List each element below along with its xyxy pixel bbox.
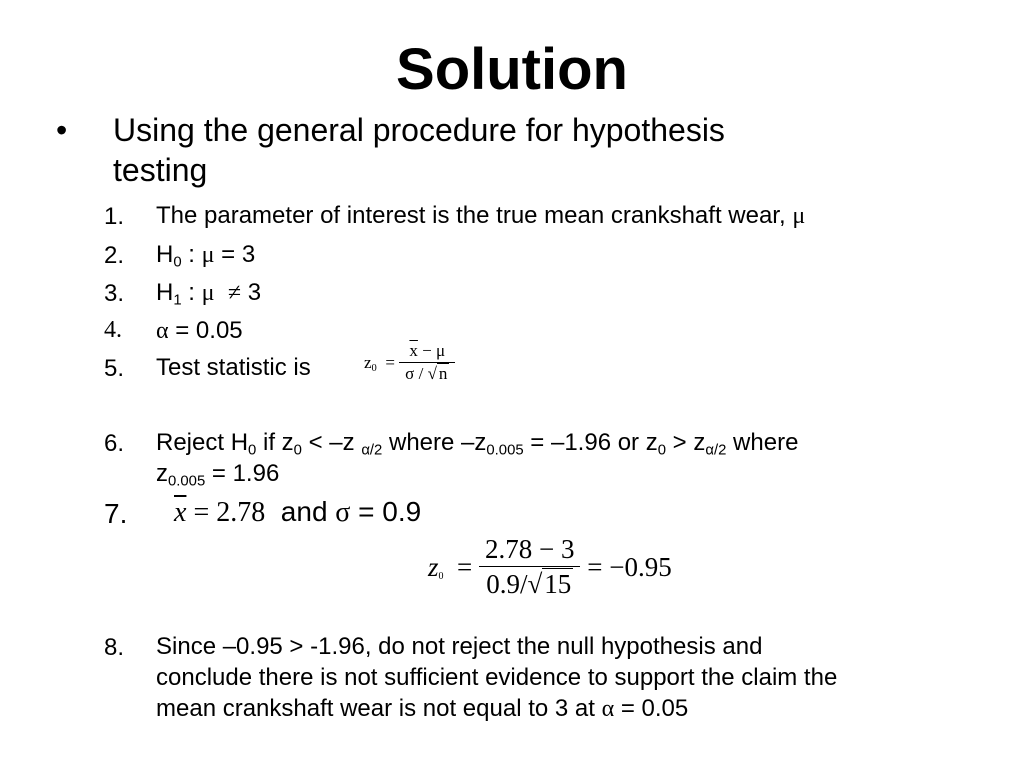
not-equal-symbol: ≠ — [227, 280, 242, 306]
alpha-symbol: α — [601, 696, 615, 722]
step-4-number: 4. — [104, 317, 122, 343]
step-5-text: Test statistic is — [156, 354, 311, 381]
step-2-text — [156, 239, 255, 271]
sigma-value: = 0.9 — [350, 496, 422, 527]
step-6-number: 6. — [104, 430, 125, 457]
fraction-denominator — [479, 567, 580, 601]
z-variable: z — [428, 551, 439, 582]
step-1-label: The parameter of interest is the true mean crankshaft wear, — [156, 202, 786, 229]
sigma-value: 0.9 — [486, 569, 520, 599]
colon: : — [181, 279, 202, 306]
critical-text: = –1.96 or z — [523, 429, 658, 456]
slash: / — [414, 364, 428, 383]
alpha-value: = 0.05 — [614, 695, 689, 722]
step-8-number: 8. — [104, 634, 125, 661]
step-2-number: 2. — [104, 242, 125, 269]
sqrt-icon: √ — [427, 364, 437, 383]
step-8-line1: Since –0.95 > -1.96, do not reject the null hypothesis and — [156, 633, 763, 660]
equals-sign: = — [385, 352, 395, 372]
step-5-number: 5. — [104, 355, 125, 382]
colon: : — [181, 241, 202, 268]
bullet-icon: • — [56, 112, 68, 148]
bullet-text-line2: testing — [113, 152, 208, 188]
fraction-numerator: 2.78 − 3 — [479, 532, 580, 567]
h0-subscript: 0 — [173, 254, 182, 271]
z-computation-formula — [428, 532, 672, 601]
slide-title: Solution — [396, 37, 628, 102]
alpha-value: = 0.05 — [168, 317, 243, 344]
sqrt-icon: √ — [527, 569, 543, 599]
where-text: where –z — [382, 429, 487, 456]
z-subscript: 0 — [438, 570, 444, 582]
step-3-text — [156, 277, 261, 309]
sample-mean-value: = 2.78 — [186, 497, 266, 528]
mu-symbol: μ — [201, 280, 215, 306]
step-8-line2: conclude there is not sufficient evidence to support the claim the — [156, 664, 838, 691]
test-statistic-formula — [364, 340, 455, 385]
equals-sign: = — [457, 551, 473, 582]
minus-sign: − — [417, 341, 437, 360]
z-subscript: 0 — [371, 362, 377, 374]
step-1-number: 1. — [104, 203, 125, 230]
conclusion-text: mean crankshaft wear is not equal to 3 at — [156, 695, 602, 722]
subscript: 0.005 — [486, 442, 524, 459]
mu-symbol: μ — [436, 341, 446, 360]
subscript: 0.005 — [168, 473, 206, 490]
gt-z-text: > z — [666, 429, 706, 456]
step-8-line3 — [156, 693, 837, 725]
z-text: z — [156, 460, 168, 487]
step-1-text — [156, 200, 805, 232]
step-7-text — [174, 494, 421, 531]
h1-subscript: 1 — [173, 292, 182, 309]
step-3-number: 3. — [104, 280, 125, 307]
subscript: 0 — [293, 442, 302, 459]
subscript: α/2 — [361, 442, 383, 459]
step-6-line2 — [156, 458, 798, 489]
x-bar: $\overline{x}$ — [409, 341, 418, 360]
x-bar: $\overline{x}$ — [174, 497, 187, 528]
where-text-2: where — [726, 429, 799, 456]
subscript: α/2 — [705, 442, 727, 459]
h1-label: H — [156, 279, 174, 306]
step-6-text — [156, 427, 798, 489]
and-text: and — [280, 496, 328, 527]
subscript: 0 — [248, 442, 257, 459]
step-7-number: 7. — [104, 498, 128, 529]
h0-value: = 3 — [214, 241, 256, 268]
x-bar-variable — [174, 497, 186, 528]
fraction-numerator — [399, 340, 455, 363]
subscript: 0 — [657, 442, 666, 459]
bullet-text-line1: Using the general procedure for hypothesis — [113, 112, 725, 148]
lt-z-text: < –z — [301, 429, 362, 456]
h0-label: H — [156, 241, 174, 268]
bullet-text — [113, 110, 725, 190]
reject-text: Reject H — [156, 429, 249, 456]
critical-value: = 1.96 — [205, 460, 280, 487]
sigma-symbol: σ — [335, 497, 351, 528]
sample-size: 15 — [544, 569, 572, 599]
fraction-denominator — [399, 363, 455, 385]
z-variable: z — [364, 352, 372, 372]
step-6-line1 — [156, 427, 798, 458]
z-fraction — [479, 532, 580, 601]
sigma-symbol: σ — [405, 364, 415, 383]
test-statistic-fraction — [399, 340, 455, 385]
step-8-text — [156, 631, 837, 725]
slash: / — [519, 569, 528, 599]
n-variable: n — [438, 364, 448, 383]
mu-symbol: μ — [792, 203, 806, 229]
h1-value: 3 — [241, 279, 262, 306]
step-4-text — [156, 315, 243, 347]
alpha-symbol: α — [156, 318, 169, 344]
if-z-text: if z — [256, 429, 294, 456]
z-result: = −0.95 — [587, 551, 672, 582]
mu-symbol: μ — [201, 242, 215, 268]
